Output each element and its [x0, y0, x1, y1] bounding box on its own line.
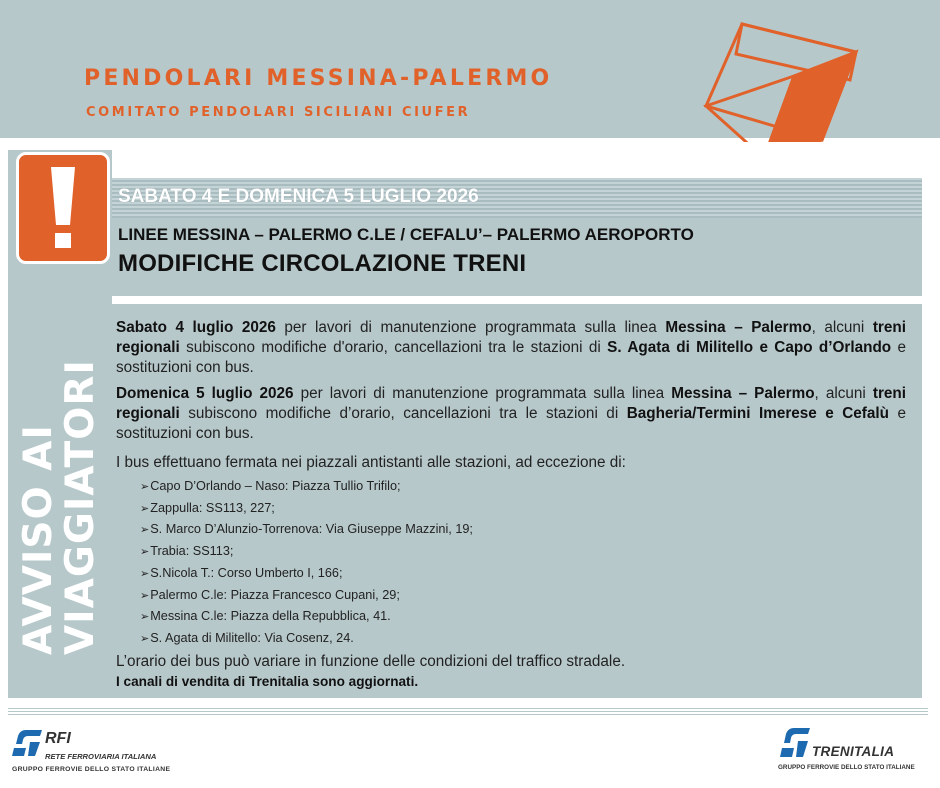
notice-lines: LINEE MESSINA – PALERMO C.LE / CEFALU’– PALERMO AEROPORTO	[118, 225, 694, 244]
sales-note: I canali di vendita di Trenitalia sono aggiornati.	[116, 674, 419, 689]
notice-date: SABATO 4 E DOMENICA 5 LUGLIO 2026	[118, 186, 479, 207]
arrow-icon: ➢	[140, 524, 150, 537]
banner-subtitle: COMITATO PENDOLARI SICILIANI CIUFER	[86, 105, 471, 120]
paragraph-sunday: Domenica 5 luglio 2026 per lavori di manutenzione programmata sulla linea Messina – Palermo, alcuni treni regionali subiscono modifiche d’orario, cancellazioni tra le stazioni di Bagheria/Termini Imerese e Cefalù e sostituzioni con bus.	[116, 385, 906, 442]
bus-note: L’orario dei bus può variare in funzione delle condizioni del traffico stradale.	[116, 653, 626, 670]
trenitalia-logo	[778, 724, 928, 780]
list-item: ➢Trabia: SS113;	[140, 544, 234, 559]
bus-stop-list	[140, 476, 473, 650]
arrow-icon: ➢	[140, 546, 150, 559]
rfi-group: GRUPPO FERROVIE DELLO STATO ITALIANE	[12, 766, 171, 773]
arrow-icon: ➢	[140, 502, 150, 515]
list-item: ➢Zappulla: SS113, 227;	[140, 500, 275, 515]
fs-logo-icon	[12, 728, 44, 758]
trenitalia-name: TRENITALIA	[812, 744, 895, 759]
arrow-icon: ➢	[140, 481, 150, 493]
list-item: ➢Palermo C.le: Piazza Francesco Cupani, 29;	[140, 587, 400, 602]
notice-title: MODIFICHE CIRCOLAZIONE TRENI	[118, 250, 527, 277]
list-item: ➢S. Marco D’Alunzio-Torrenova: Via Giuseppe Mazzini, 19;	[140, 522, 473, 537]
exclamation-icon	[16, 152, 110, 264]
side-label-line-1: AVVISO AI	[16, 424, 61, 655]
banner-title: PENDOLARI MESSINA-PALERMO	[84, 66, 553, 91]
arrow-icon: ➢	[140, 589, 150, 602]
bus-intro: I bus effettuano fermata nei piazzali antistanti alle stazioni, ad eccezione di:	[116, 454, 626, 471]
arrow-icon: ➢	[140, 611, 150, 624]
list-item: ➢S. Agata di Militello: Via Cosenz, 24.	[140, 630, 354, 645]
side-label	[18, 255, 102, 655]
arrow-icon: ➢	[140, 567, 150, 580]
fs-logo-icon	[780, 726, 812, 760]
trenitalia-group: GRUPPO FERROVIE DELLO STATO ITALIANE	[778, 764, 915, 771]
arrow-icon: ➢	[140, 632, 150, 645]
list-item: ➢S.Nicola T.: Corso Umberto I, 166;	[140, 565, 343, 580]
footer-divider	[8, 708, 928, 716]
side-label-line-2: VIAGGIATORI	[58, 359, 103, 655]
list-item: ➢Messina C.le: Piazza della Repubblica, 41.	[140, 609, 391, 624]
paragraph-saturday: Sabato 4 luglio 2026 per lavori di manutenzione programmata sulla linea Messina – Palermo, alcuni treni regionali subiscono modifiche d'orario, cancellazioni tra le stazioni di S. Agata di Militello e Capo d’Orlando e sostituzioni con bus.	[116, 319, 906, 376]
rfi-logo	[12, 724, 182, 780]
list-item: ➢Capo D’Orlando – Naso: Piazza Tullio Trifilo;	[140, 479, 401, 493]
rfi-name: RFI	[45, 730, 71, 747]
rfi-subtitle: RETE FERROVIARIA ITALIANA	[45, 752, 157, 761]
